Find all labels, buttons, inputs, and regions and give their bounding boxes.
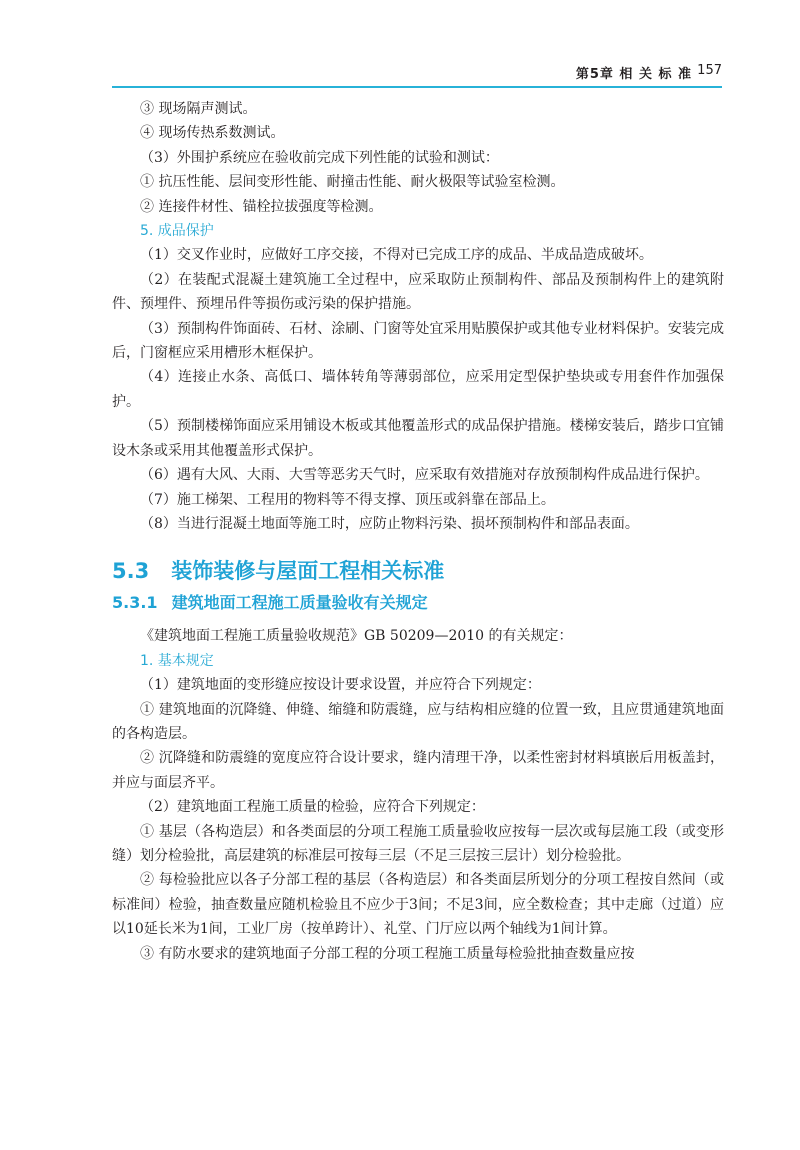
page-body [112,97,724,966]
paragraph: ② 每检验批应以各子分部工程的基层（各构造层）和各类面层所划分的分项工程按自然间（或标准间）检验，抽查数量应随机检验且不应少于3间；不足3间，应全数检查；其中走廊（过道）应以10延长米为1间，工业厂房（按单跨计）、礼堂、门厅应以两个轴线为1间计算。 [112,872,724,938]
paragraph: （5）预制楼梯饰面应采用铺设木板或其他覆盖形式的成品保护措施。楼梯安装后，踏步口宜铺设木条或采用其他覆盖形式保护。 [112,418,724,459]
paragraph: （7）施工梯架、工程用的物料等不得支撑、顶压或斜靠在部品上。 [140,491,555,508]
paragraph: ① 抗压性能、层间变形性能、耐撞击性能、耐火极限等试验室检测。 [140,174,565,191]
paragraph: （2）在装配式混凝土建筑施工全过程中，应采取防止预制构件、部品及预制构件上的建筑附件、预埋件、预埋吊件等损伤或污染的保护措施。 [112,271,724,313]
content-block-bottom [112,624,724,966]
paragraph: ③ 现场隔声测试。 [140,101,257,117]
subsection-number: 5.3.1 [112,593,158,613]
subsection-title: 建筑地面工程施工质量验收有关规定 [171,593,428,613]
content-block-top [112,97,724,536]
paragraph: ① 建筑地面的沉降缝、伸缝、缩缝和防震缝，应与结构相应缝的位置一致，且应贯通建筑地面的各构造层。 [112,701,724,742]
paragraph: （2）建筑地面工程施工质量的检验，应符合下列规定： [140,799,485,816]
section-title: 装饰装修与屋面工程相关标准 [171,559,445,584]
paragraph: （1）交叉作业时，应做好工序交接，不得对已完成工序的成品、半成品造成破坏。 [140,247,653,264]
paragraph: ② 连接件材性、锚栓拉拔强度等检测。 [140,198,383,215]
header-rule [112,86,722,88]
paragraph: ③ 有防水要求的建筑地面子分部工程的分项工程施工质量每检验批抽查数量应按 [140,945,635,962]
paragraph: （1）建筑地面的变形缝应按设计要求设置，并应符合下列规定： [140,677,541,694]
chapter-title: 第5章 相 关 标 准 [575,67,692,82]
running-header [0,0,800,80]
subsection-heading [112,590,724,616]
section-number: 5.3 [112,559,150,584]
paragraph: （3）外围护系统应在验收前完成下列性能的试验和测试： [140,149,499,166]
paragraph: （8）当进行混凝土地面等施工时，应防止物料污染、损坏预制构件和部品表面。 [140,515,639,532]
section-heading [112,556,724,586]
paragraph: （4）连接止水条、高低口、墙体转角等薄弱部位，应采用定型保护垫块或专用套件作加强保护。 [112,369,724,410]
sub-heading: 1. 基本规定 [140,652,214,669]
paragraph: （3）预制构件饰面砖、石材、涂刷、门窗等处宜采用贴膜保护或其他专业材料保护。安装完成后，门窗框应采用槽形木框保护。 [112,320,724,362]
paragraph: ④ 现场传热系数测试。 [140,125,285,142]
paragraph: （6）遇有大风、大雨、大雪等恶劣天气时，应采取有效措施对存放预制构件成品进行保护。 [140,467,709,484]
paragraph: ② 沉降缝和防震缝的宽度应符合设计要求，缝内清理干净，以柔性密封材料填嵌后用板盖封，并应与面层齐平。 [112,750,724,791]
page-number: 157 [697,63,722,78]
paragraph: 《建筑地面工程施工质量验收规范》GB 50209—2010 的有关规定： [140,628,573,645]
paragraph: ① 基层（各构造层）和各类面层的分项工程施工质量验收应按每一层次或每层施工段（或变形缝）划分检验批，高层建筑的标准层可按每三层（不足三层按三层计）划分检验批。 [112,823,724,864]
sub-heading: 5. 成品保护 [140,223,214,240]
